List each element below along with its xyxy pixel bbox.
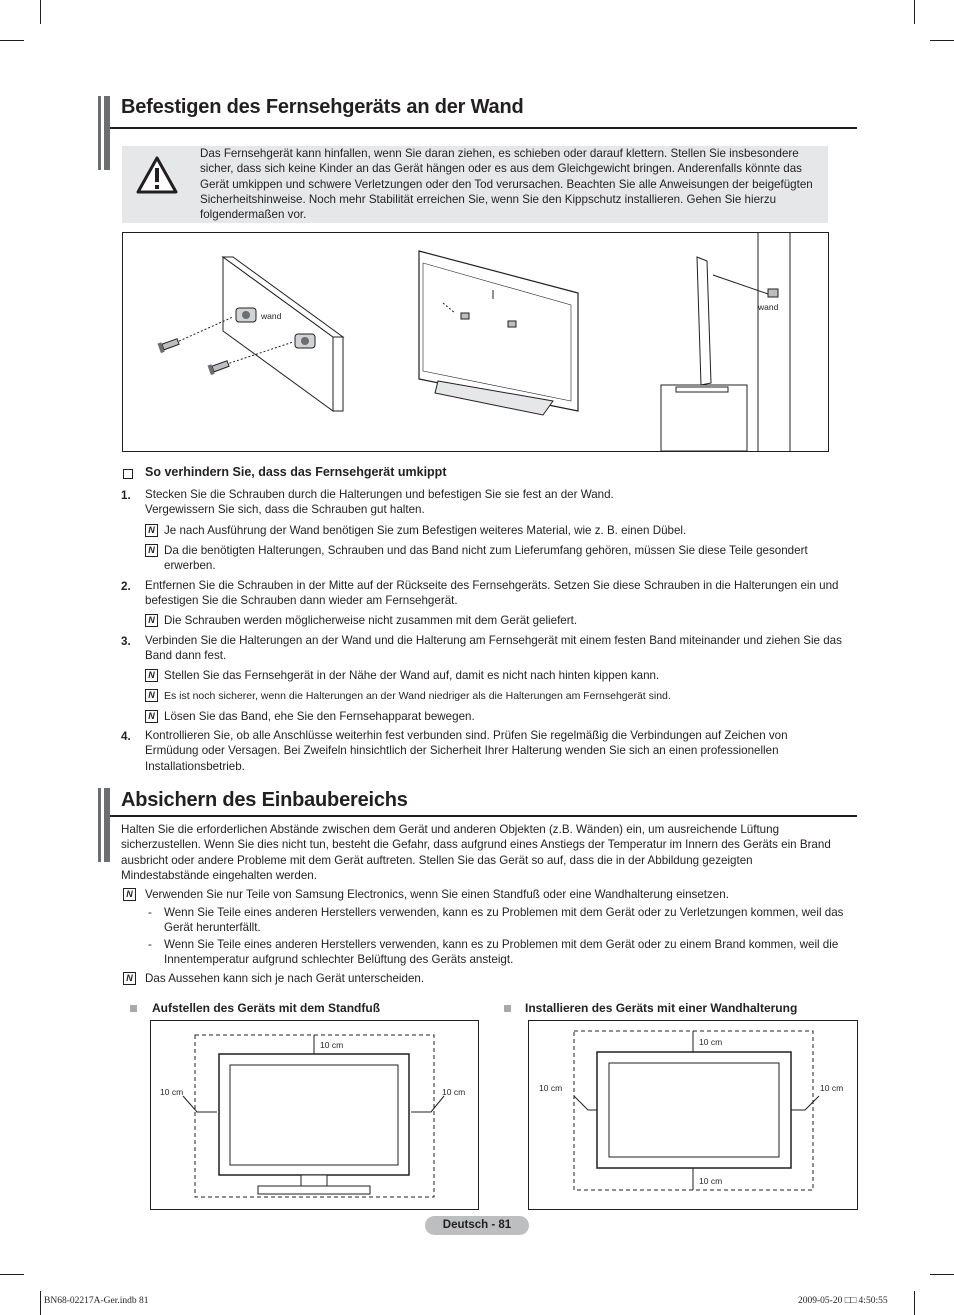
wall-label: wand [261, 311, 282, 321]
note-icon: N [145, 710, 158, 723]
title-rule [110, 815, 857, 817]
section-marker [104, 788, 110, 862]
note-text: Das Aussehen kann sich je nach Gerät unterscheiden. [145, 972, 425, 985]
wall-mount-illustration [123, 233, 828, 451]
note-icon: N [123, 972, 136, 985]
clearance-label-right: 10 cm [442, 1087, 466, 1097]
crop-mark [914, 1291, 915, 1315]
footer-file: BN68-02217A-Ger.indb 81 [44, 1296, 149, 1306]
note-icon: N [145, 669, 158, 682]
dash-text: Wenn Sie Teile eines anderen Herstellers verwenden, kann es zu Problemen mit dem Gerät oder zu Verletzungen kommen, weil das Gerät herunterfällt. [164, 906, 844, 935]
clearance-label-bottom: 10 cm [699, 1176, 723, 1186]
crop-mark [914, 0, 915, 24]
clearance-label-left: 10 cm [539, 1083, 563, 1093]
dash-marker: - [148, 906, 152, 919]
wallmount-clearance-illustration [529, 1021, 857, 1209]
dash-text: Wenn Sie Teile eines anderen Herstellers verwenden, kann es zu Problemen mit dem Gerät oder zu einem Brand kommen, weil die Innentemperatur aufgrund schlechter Belüftung des Geräts ansteigt. [164, 938, 839, 967]
wall-label: wand [758, 302, 779, 312]
dash-marker: - [148, 938, 152, 951]
section-marker [104, 96, 110, 170]
step-number: 1. [121, 489, 131, 502]
clearance-label-left: 10 cm [160, 1087, 184, 1097]
warning-icon [136, 156, 178, 194]
step-text: Entfernen Sie die Schrauben in der Mitte auf der Rückseite des Fernsehgeräts. Setzen Sie diese Schrauben in die Halterungen ein und befestigen Sie die Schrauben dann wieder am Fernsehgerät. [145, 579, 839, 608]
note-icon: N [123, 888, 136, 901]
clearance-label-right: 10 cm [820, 1083, 844, 1093]
note-text: Die Schrauben werden möglicherweise nicht zusammen mit dem Gerät geliefert. [164, 614, 578, 627]
step-number: 4. [121, 730, 131, 743]
page-number: Deutsch - 81 [425, 1216, 529, 1235]
crop-mark [0, 1274, 24, 1275]
note-text: Stellen Sie das Fernsehgerät in der Nähe der Wand auf, damit es nicht nach hinten kippen kann. [164, 669, 660, 682]
title-rule [110, 127, 857, 129]
note-text: Je nach Ausführung der Wand benötigen Sie zum Befestigen weiteres Material, wie z. B. einen Dübel. [164, 524, 687, 537]
section-title: Absichern des Einbaubereichs [121, 789, 408, 811]
square-bullet [504, 1005, 511, 1012]
section-marker [98, 788, 101, 862]
note-icon: N [145, 524, 158, 537]
note-text: Da die benötigten Halterungen, Schrauben und das Band nicht zum Lieferumfang gehören, müssen Sie diese Teile gesondert erwerben. [164, 544, 808, 573]
figure-caption: Installieren des Geräts mit einer Wandhalterung [525, 1001, 798, 1015]
section-marker [98, 96, 101, 170]
warning-text: Das Fernsehgerät kann hinfallen, wenn Sie daran ziehen, es schieben oder darauf klettern. Stellen Sie insbesondere sicher, dass sich keine Kinder an das Gerät hängen oder es aus dem Gleichgewicht bringen. Anderenfalls könnte das Gerät umkippen und schwere Verletzungen oder den Tod verursachen. Beachten Sie alle Anweisungen der beigefügten Sicherheitshinweise. Noch mehr Stabilität erreichen Sie, wenn Sie den Kippschutz installieren. Gehen Sie hierzu folgendermaßen vor. [200, 147, 813, 222]
step-text: Stecken Sie die Schrauben durch die Halterungen und befestigen Sie sie fest an der Wand. Vergewissern Sie sich, dass die Schrauben gut halten. [145, 488, 614, 517]
note-text: Es ist noch sicherer, wenn die Halterungen an der Wand niedriger als die Halterungen am Fernsehgerät sind. [164, 690, 671, 702]
intro-text: Halten Sie die erforderlichen Abstände zwischen dem Gerät und anderen Objekten (z.B. Wänden) ein, um ausreichende Lüftung sicherzustellen. Wenn Sie dies nicht tun, besteht die Gefahr, dass aufgrund eines Anstiegs der Temperatur im Innern des Geräts ein Brand ausbricht oder andere Probleme mit dem Gerät auftreten. Stellen Sie das Gerät so auf, dass die in der Abbildung gezeigten Mindestabstände eingehalten werden. [121, 823, 831, 882]
stand-clearance-illustration [151, 1021, 478, 1209]
step-number: 3. [121, 635, 131, 648]
clearance-label-top: 10 cm [699, 1037, 723, 1047]
step-number: 2. [121, 580, 131, 593]
note-icon: N [145, 544, 158, 557]
note-icon: N [145, 689, 158, 702]
note-text: Lösen Sie das Band, ehe Sie den Fernsehapparat bewegen. [164, 710, 475, 723]
step-text: Kontrollieren Sie, ob alle Anschlüsse weiterhin fest verbunden sind. Prüfen Sie regelmäßig die Verbindungen auf Zeichen von Ermüdung oder Versagen. Bei Zweifeln hinsichtlich der Sicherheit Ihrer Halterung wenden Sie sich an einen professionellen Installationsbetrieb. [145, 729, 788, 773]
checkbox-bullet [123, 469, 133, 479]
square-bullet [130, 1005, 137, 1012]
crop-mark [40, 1291, 41, 1315]
crop-mark [40, 0, 41, 24]
footer-timestamp: 2009-05-20 □□ 4:50:55 [798, 1296, 888, 1306]
crop-mark [930, 1274, 954, 1275]
subheading: So verhindern Sie, dass das Fernsehgerät umkippt [145, 465, 447, 479]
step-text: Verbinden Sie die Halterungen an der Wand und die Halterung am Fernsehgerät mit einem festen Band miteinander und ziehen Sie das Band dann fest. [145, 634, 842, 663]
figure-caption: Aufstellen des Geräts mit dem Standfuß [152, 1001, 381, 1015]
note-icon: N [145, 614, 158, 627]
clearance-label-top: 10 cm [320, 1040, 344, 1050]
note-text: Verwenden Sie nur Teile von Samsung Electronics, wenn Sie einen Standfuß oder eine Wandhalterung einsetzen. [145, 888, 729, 901]
crop-mark [0, 40, 24, 41]
crop-mark [930, 40, 954, 41]
section-title: Befestigen des Fernsehgeräts an der Wand [121, 96, 524, 118]
